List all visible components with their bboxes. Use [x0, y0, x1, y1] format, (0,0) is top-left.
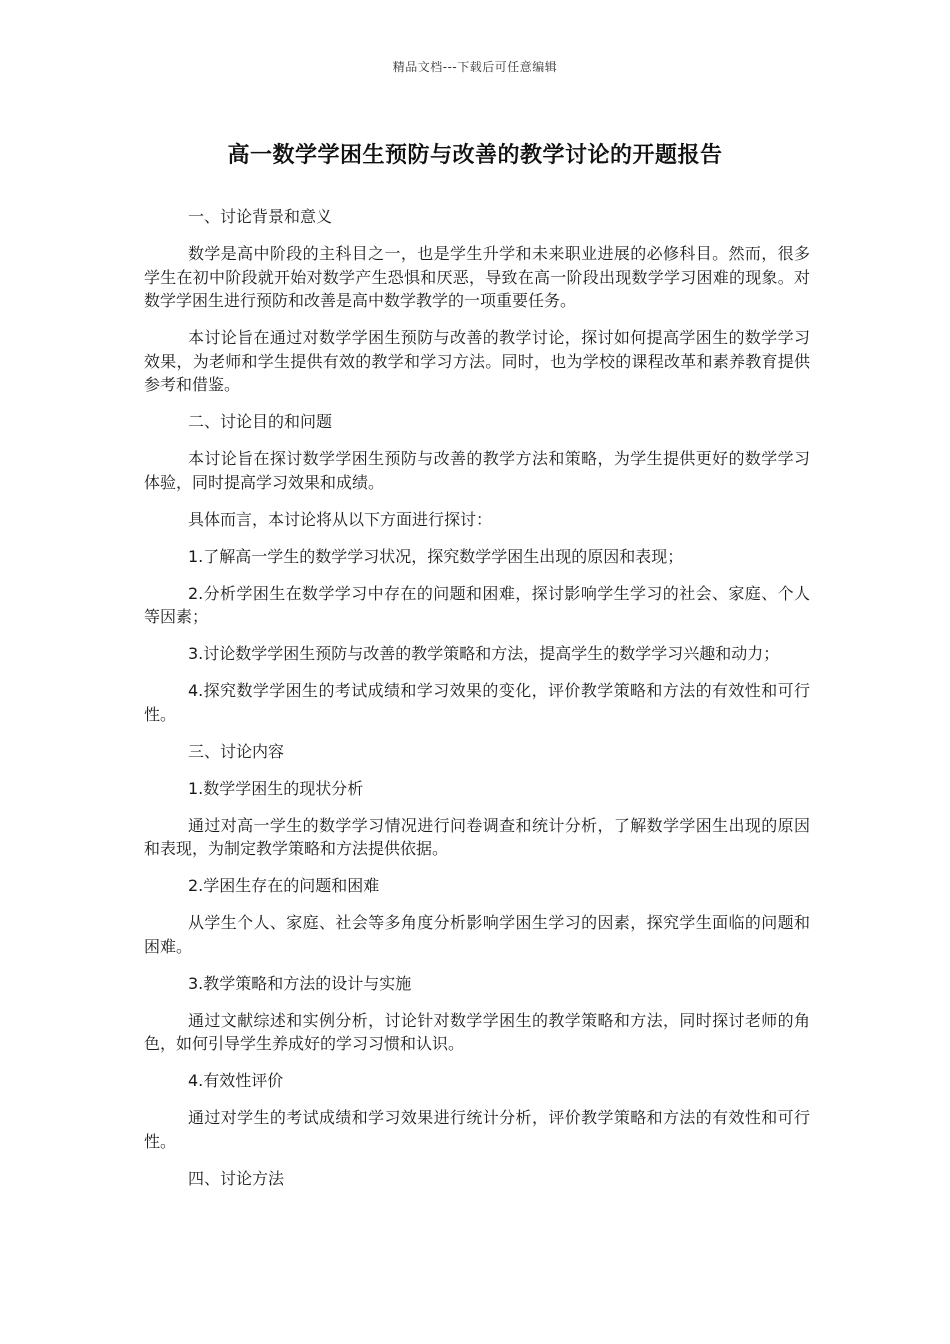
list-item: 1.了解高一学生的数学学习状况，探究数学学困生出现的原因和表现；: [188, 546, 684, 566]
paragraph: 本讨论旨在探讨数学学困生预防与改善的教学方法和策略，为学生提供更好的数学学习体验，同时提高学习效果和成绩。: [144, 449, 810, 492]
paragraph: 通过文献综述和实例分析，讨论针对数学学困生的教学策略和方法，同时探讨老师的角色，如何引导学生养成好的学习习惯和认识。: [144, 1010, 810, 1053]
paragraph: 从学生个人、家庭、社会等多角度分析影响学困生学习的因素，探究学生面临的问题和困难。: [144, 913, 810, 956]
section-heading-2: 二、讨论目的和问题: [188, 412, 333, 431]
list-item: 4.探究数学学困生的考试成绩和学习效果的变化，评价教学策略和方法的有效性和可行性。: [144, 681, 810, 724]
section-heading-4: 四、讨论方法: [188, 1168, 285, 1188]
paragraph: 数学是高中阶段的主科目之一，也是学生升学和未来职业进展的必修科目。然而，很多学生在初中阶段就开始对数学产生恐惧和厌恶，导致在高一阶段出现数学学习困难的现象。对数学学困生进行预防和改善是高中数学教学的一项重要任务。: [144, 244, 810, 310]
document-title: 高一数学学困生预防与改善的教学讨论的开题报告: [227, 143, 723, 168]
subsection-heading: 1.数学学困生的现状分析: [188, 778, 364, 798]
subsection-heading: 3.教学策略和方法的设计与实施: [188, 973, 412, 993]
section-heading-1: 一、讨论背景和意义: [188, 207, 333, 226]
document-body: [144, 205, 810, 1204]
header-note: 精品文档---下载后可任意编辑: [392, 60, 558, 74]
paragraph: 具体而言，本讨论将从以下方面进行探讨：: [188, 509, 493, 529]
subsection-heading: 2.学困生存在的问题和困难: [188, 876, 380, 895]
paragraph: 本讨论旨在通过对数学学困生预防与改善的教学讨论，探讨如何提高学困生的数学学习效果，为老师和学生提供有效的教学和学习方法。同时，也为学校的课程改革和素养教育提供参考和借鉴。: [144, 328, 810, 394]
paragraph: 通过对高一学生的数学学习情况进行问卷调查和统计分析，了解数学学困生出现的原因和表现，为制定教学策略和方法提供依据。: [144, 815, 810, 858]
subsection-heading: 4.有效性评价: [188, 1071, 284, 1090]
paragraph: 通过对学生的考试成绩和学习效果进行统计分析，评价教学策略和方法的有效性和可行性。: [144, 1108, 810, 1151]
section-heading-3: 三、讨论内容: [188, 741, 285, 761]
list-item: 2.分析学困生在数学学习中存在的问题和困难，探讨影响学生学习的社会、家庭、个人等因素；: [144, 583, 810, 626]
list-item: 3.讨论数学学困生预防与改善的教学策略和方法，提高学生的数学学习兴趣和动力；: [188, 644, 780, 663]
